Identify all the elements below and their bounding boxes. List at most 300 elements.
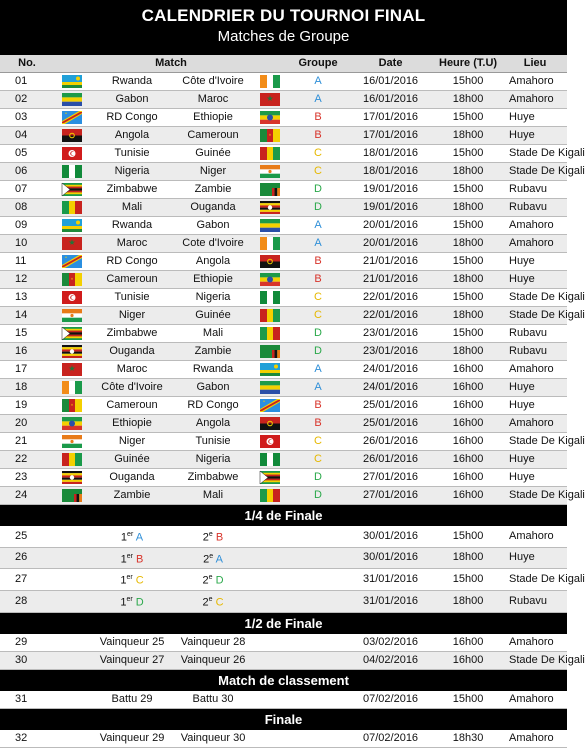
table-row (0, 253, 567, 271)
mali-flag-icon (62, 201, 82, 214)
rank-suffix: e (208, 531, 213, 538)
group-label: A (288, 91, 348, 109)
empty-cell (252, 691, 288, 709)
match-date: 21/01/2016 (348, 253, 433, 271)
match-date: 24/01/2016 (348, 379, 433, 397)
table-row (0, 109, 567, 127)
table-row (0, 271, 567, 289)
angola-flag-icon (260, 255, 280, 268)
gabon-flag-icon (260, 219, 280, 232)
team2-name: Nigeria (174, 451, 252, 469)
rd-congo-flag-icon (62, 255, 82, 268)
team1-flag (54, 487, 90, 505)
match-time: 15h00 (433, 253, 503, 271)
qualifier-right (174, 590, 252, 612)
rd-congo-flag-icon (62, 111, 82, 124)
rank-number: 2 (202, 596, 209, 609)
group-label: D (288, 343, 348, 361)
match-date: 04/02/2016 (348, 651, 433, 669)
team2-flag (252, 181, 288, 199)
cameroun-flag-icon (260, 129, 280, 142)
team2-flag (252, 145, 288, 163)
match-date: 27/01/2016 (348, 469, 433, 487)
rank-number: 1 (120, 574, 127, 587)
match-time: 15h00 (433, 109, 503, 127)
section-header (0, 612, 567, 634)
match-date: 18/01/2016 (348, 145, 433, 163)
ethiopie-flag-icon (260, 273, 280, 286)
team2-flag (252, 325, 288, 343)
team1-name: Côte d'Ivoire (90, 379, 174, 397)
match-venue: Huye (503, 379, 567, 397)
match-date: 26/01/2016 (348, 433, 433, 451)
rank-suffix: er (127, 531, 134, 538)
team2-flag (252, 271, 288, 289)
cote-divoire-flag-icon (260, 237, 280, 250)
match-time: 18h00 (433, 343, 503, 361)
group-label: C (135, 574, 144, 587)
rd-congo-flag-icon (260, 399, 280, 412)
match-date: 07/02/2016 (348, 730, 433, 748)
tunisie-flag-icon (62, 147, 82, 160)
match-venue: Stade De Kigali (503, 307, 567, 325)
team1-name: Ouganda (90, 469, 174, 487)
qualifier-left (90, 590, 174, 612)
match-date: 16/01/2016 (348, 91, 433, 109)
match-number: 29 (0, 634, 54, 652)
match-venue: Huye (503, 127, 567, 145)
table-row (0, 199, 567, 217)
match-date: 17/01/2016 (348, 127, 433, 145)
team2-name: Gabon (174, 217, 252, 235)
col-date: Date (348, 55, 433, 73)
table-row (0, 73, 567, 91)
group-label: B (288, 109, 348, 127)
table-row (0, 451, 567, 469)
table-row (0, 526, 567, 547)
match-date: 23/01/2016 (348, 343, 433, 361)
match-date: 22/01/2016 (348, 307, 433, 325)
match-date: 30/01/2016 (348, 547, 433, 569)
match-number: 09 (0, 217, 54, 235)
group-label: A (135, 531, 144, 544)
zambie-flag-icon (260, 183, 280, 196)
match-time: 18h00 (433, 547, 503, 569)
group-label: C (288, 451, 348, 469)
niger-flag-icon (260, 165, 280, 178)
rank-suffix: er (126, 574, 133, 582)
empty-group (288, 634, 348, 652)
team1-name: Tunisie (90, 145, 174, 163)
team2-name: Rwanda (174, 361, 252, 379)
match-time: 18h30 (433, 730, 503, 748)
match-date: 31/01/2016 (348, 569, 433, 591)
empty-cell (54, 691, 90, 709)
team2-name: Nigeria (174, 289, 252, 307)
match-time: 18h00 (433, 590, 503, 612)
team2-flag (252, 397, 288, 415)
team2-flag (252, 109, 288, 127)
group-label: D (288, 325, 348, 343)
empty-cell (252, 526, 288, 547)
ethiopie-flag-icon (62, 417, 82, 430)
match-venue: Stade De Kigali (503, 569, 567, 591)
table-row (0, 469, 567, 487)
group-label: A (215, 553, 223, 566)
team2-name: Vainqueur 30 (174, 730, 252, 748)
team1-name: RD Congo (90, 109, 174, 127)
match-number: 12 (0, 271, 54, 289)
empty-cell (54, 569, 90, 591)
match-venue: Rubavu (503, 181, 567, 199)
rank-number: 2 (202, 574, 209, 587)
match-date: 20/01/2016 (348, 217, 433, 235)
match-date: 07/02/2016 (348, 691, 433, 709)
match-date: 16/01/2016 (348, 73, 433, 91)
match-date: 25/01/2016 (348, 415, 433, 433)
team1-flag (54, 307, 90, 325)
team2-flag (252, 163, 288, 181)
team2-name: Côte d'Ivoire (174, 73, 252, 91)
match-number: 21 (0, 433, 54, 451)
match-venue: Stade De Kigali (503, 163, 567, 181)
team2-flag (252, 469, 288, 487)
team2-name: Zambie (174, 181, 252, 199)
team2-name: Angola (174, 253, 252, 271)
table-row (0, 163, 567, 181)
match-venue: Amahoro (503, 235, 567, 253)
team2-name: Vainqueur 28 (174, 634, 252, 652)
rwanda-flag-icon (62, 219, 82, 232)
group-label: A (288, 361, 348, 379)
team1-flag (54, 433, 90, 451)
empty-group (288, 547, 348, 569)
match-number: 05 (0, 145, 54, 163)
gabon-flag-icon (260, 381, 280, 394)
match-venue: Amahoro (503, 91, 567, 109)
empty-cell (54, 651, 90, 669)
zimbabwe-flag-icon (62, 327, 82, 340)
team1-flag (54, 379, 90, 397)
team2-name: Angola (174, 415, 252, 433)
match-venue: Amahoro (503, 415, 567, 433)
niger-flag-icon (62, 435, 82, 448)
group-label: D (288, 469, 348, 487)
match-date: 31/01/2016 (348, 590, 433, 612)
match-time: 16h00 (433, 487, 503, 505)
zambie-flag-icon (260, 345, 280, 358)
team1-flag (54, 73, 90, 91)
team2-name: Guinée (174, 145, 252, 163)
empty-cell (54, 730, 90, 748)
team1-name: Rwanda (90, 217, 174, 235)
team1-name: Zimbabwe (90, 181, 174, 199)
team1-name: Niger (90, 433, 174, 451)
empty-cell (252, 634, 288, 652)
match-venue: Rubavu (503, 325, 567, 343)
team1-flag (54, 325, 90, 343)
team1-name: Guinée (90, 451, 174, 469)
match-date: 20/01/2016 (348, 235, 433, 253)
match-venue: Huye (503, 271, 567, 289)
team1-flag (54, 289, 90, 307)
team1-name: Cameroun (90, 397, 174, 415)
empty-cell (54, 634, 90, 652)
match-number: 08 (0, 199, 54, 217)
match-venue: Amahoro (503, 217, 567, 235)
section-title: 1/2 de Finale (0, 612, 567, 634)
guinee-flag-icon (62, 453, 82, 466)
match-venue: Huye (503, 109, 567, 127)
match-date: 19/01/2016 (348, 199, 433, 217)
match-time: 15h00 (433, 217, 503, 235)
team2-name: RD Congo (174, 397, 252, 415)
angola-flag-icon (260, 417, 280, 430)
match-number: 19 (0, 397, 54, 415)
team1-flag (54, 181, 90, 199)
team1-flag (54, 145, 90, 163)
qualifier-left (90, 547, 174, 569)
match-date: 17/01/2016 (348, 109, 433, 127)
group-label: C (288, 433, 348, 451)
rank-suffix: er (126, 595, 133, 603)
page-title: CALENDRIER DU TOURNOI FINAL (141, 6, 426, 25)
match-number: 06 (0, 163, 54, 181)
table-row (0, 325, 567, 343)
match-number: 01 (0, 73, 54, 91)
match-time: 16h00 (433, 379, 503, 397)
empty-group (288, 651, 348, 669)
table-row (0, 730, 567, 748)
table-row (0, 289, 567, 307)
match-number: 04 (0, 127, 54, 145)
match-venue: Rubavu (503, 343, 567, 361)
maroc-flag-icon (62, 237, 82, 250)
rank-suffix: e (208, 595, 213, 603)
empty-cell (54, 526, 90, 547)
match-venue: Huye (503, 397, 567, 415)
table-row (0, 181, 567, 199)
team1-flag (54, 343, 90, 361)
team1-flag (54, 451, 90, 469)
match-venue: Huye (503, 469, 567, 487)
team2-flag (252, 487, 288, 505)
table-row (0, 235, 567, 253)
empty-cell (54, 590, 90, 612)
rwanda-flag-icon (62, 75, 82, 88)
group-label: D (288, 487, 348, 505)
match-number: 13 (0, 289, 54, 307)
match-date: 30/01/2016 (348, 526, 433, 547)
table-row (0, 361, 567, 379)
match-time: 15h00 (433, 73, 503, 91)
team2-name: Ouganda (174, 199, 252, 217)
table-row (0, 397, 567, 415)
table-row (0, 651, 567, 669)
match-time: 15h00 (433, 569, 503, 591)
team1-flag (54, 235, 90, 253)
group-label: C (215, 596, 224, 609)
group-label: B (288, 253, 348, 271)
team1-name: Maroc (90, 361, 174, 379)
maroc-flag-icon (62, 363, 82, 376)
match-time: 15h00 (433, 691, 503, 709)
table-row (0, 415, 567, 433)
match-number: 20 (0, 415, 54, 433)
match-time: 18h00 (433, 271, 503, 289)
match-venue: Huye (503, 451, 567, 469)
tunisie-flag-icon (62, 291, 82, 304)
match-number: 03 (0, 109, 54, 127)
zimbabwe-flag-icon (62, 183, 82, 196)
match-venue: Amahoro (503, 634, 567, 652)
team1-flag (54, 217, 90, 235)
table-row (0, 569, 567, 591)
ouganda-flag-icon (62, 471, 82, 484)
header (0, 0, 567, 55)
team2-flag (252, 235, 288, 253)
team1-flag (54, 199, 90, 217)
team1-name: Angola (90, 127, 174, 145)
nigeria-flag-icon (62, 165, 82, 178)
table-row (0, 217, 567, 235)
qualifier-right (174, 547, 252, 569)
team1-name: Rwanda (90, 73, 174, 91)
rank-number: 1 (120, 553, 127, 566)
team2-flag (252, 199, 288, 217)
team1-flag (54, 253, 90, 271)
col-heure: Heure (T.U) (433, 55, 503, 73)
match-time: 16h00 (433, 433, 503, 451)
empty-cell (252, 590, 288, 612)
match-number: 02 (0, 91, 54, 109)
page-subtitle: Matches de Groupe (217, 28, 350, 45)
group-label: D (135, 596, 144, 609)
group-label: D (288, 199, 348, 217)
empty-group (288, 691, 348, 709)
team2-name: Gabon (174, 379, 252, 397)
match-time: 15h00 (433, 145, 503, 163)
rank-number: 2 (203, 553, 210, 566)
ouganda-flag-icon (62, 345, 82, 358)
col-lieu: Lieu (503, 55, 567, 73)
table-row (0, 379, 567, 397)
match-number: 11 (0, 253, 54, 271)
team2-name: Guinée (174, 307, 252, 325)
group-label: A (288, 235, 348, 253)
rank-suffix: e (208, 574, 213, 582)
match-venue: Stade De Kigali (503, 145, 567, 163)
match-time: 16h00 (433, 451, 503, 469)
qualifier-left (90, 569, 174, 591)
empty-group (288, 526, 348, 547)
team2-name: Ethiopie (174, 271, 252, 289)
team1-name: Tunisie (90, 289, 174, 307)
team1-name: Vainqueur 27 (90, 651, 174, 669)
section-header (0, 669, 567, 691)
team2-flag (252, 217, 288, 235)
match-number: 15 (0, 325, 54, 343)
match-number: 31 (0, 691, 54, 709)
match-venue: Amahoro (503, 73, 567, 91)
empty-cell (252, 651, 288, 669)
team2-flag (252, 379, 288, 397)
team2-name: Tunisie (174, 433, 252, 451)
team2-name: Cameroun (174, 127, 252, 145)
team2-flag (252, 415, 288, 433)
table-row (0, 547, 567, 569)
team2-flag (252, 343, 288, 361)
match-venue: Stade De Kigali (503, 651, 567, 669)
team1-flag (54, 415, 90, 433)
rank-number: 1 (120, 596, 127, 609)
match-time: 18h00 (433, 163, 503, 181)
table-row (0, 691, 567, 709)
team1-name: Cameroun (90, 271, 174, 289)
guinee-flag-icon (260, 309, 280, 322)
team2-name: Maroc (174, 91, 252, 109)
qualifier-right (174, 526, 252, 547)
match-date: 23/01/2016 (348, 325, 433, 343)
team1-name: Ethiopie (90, 415, 174, 433)
team1-name: Maroc (90, 235, 174, 253)
match-number: 25 (0, 526, 54, 547)
qualifier-left (90, 526, 174, 547)
angola-flag-icon (62, 129, 82, 142)
section-header (0, 708, 567, 730)
match-time: 18h00 (433, 235, 503, 253)
mali-flag-icon (260, 489, 280, 502)
tunisie-flag-icon (260, 435, 280, 448)
match-date: 19/01/2016 (348, 181, 433, 199)
match-venue: Stade De Kigali (503, 289, 567, 307)
empty-group (288, 590, 348, 612)
group-label: B (288, 397, 348, 415)
match-time: 15h00 (433, 325, 503, 343)
team2-name: Zimbabwe (174, 469, 252, 487)
match-number: 26 (0, 547, 54, 569)
match-venue: Huye (503, 253, 567, 271)
section-header (0, 505, 567, 527)
match-time: 16h00 (433, 361, 503, 379)
team2-flag (252, 127, 288, 145)
section-title: 1/4 de Finale (0, 505, 567, 527)
team2-flag (252, 433, 288, 451)
team2-name: Mali (174, 325, 252, 343)
cote-divoire-flag-icon (260, 75, 280, 88)
team1-name: Nigeria (90, 163, 174, 181)
match-time: 16h00 (433, 397, 503, 415)
team2-flag (252, 289, 288, 307)
nigeria-flag-icon (260, 453, 280, 466)
table-row (0, 487, 567, 505)
team1-flag (54, 271, 90, 289)
table-row (0, 91, 567, 109)
team2-name: Battu 30 (174, 691, 252, 709)
section-title: Finale (0, 708, 567, 730)
team2-name: Mali (174, 487, 252, 505)
qualifier-right (174, 569, 252, 591)
match-date: 22/01/2016 (348, 289, 433, 307)
team2-name: Vainqueur 26 (174, 651, 252, 669)
rank-suffix: e (209, 552, 214, 560)
match-venue: Amahoro (503, 730, 567, 748)
match-date: 03/02/2016 (348, 634, 433, 652)
match-number: 18 (0, 379, 54, 397)
group-label: B (288, 271, 348, 289)
team2-flag (252, 307, 288, 325)
match-time: 16h00 (433, 651, 503, 669)
